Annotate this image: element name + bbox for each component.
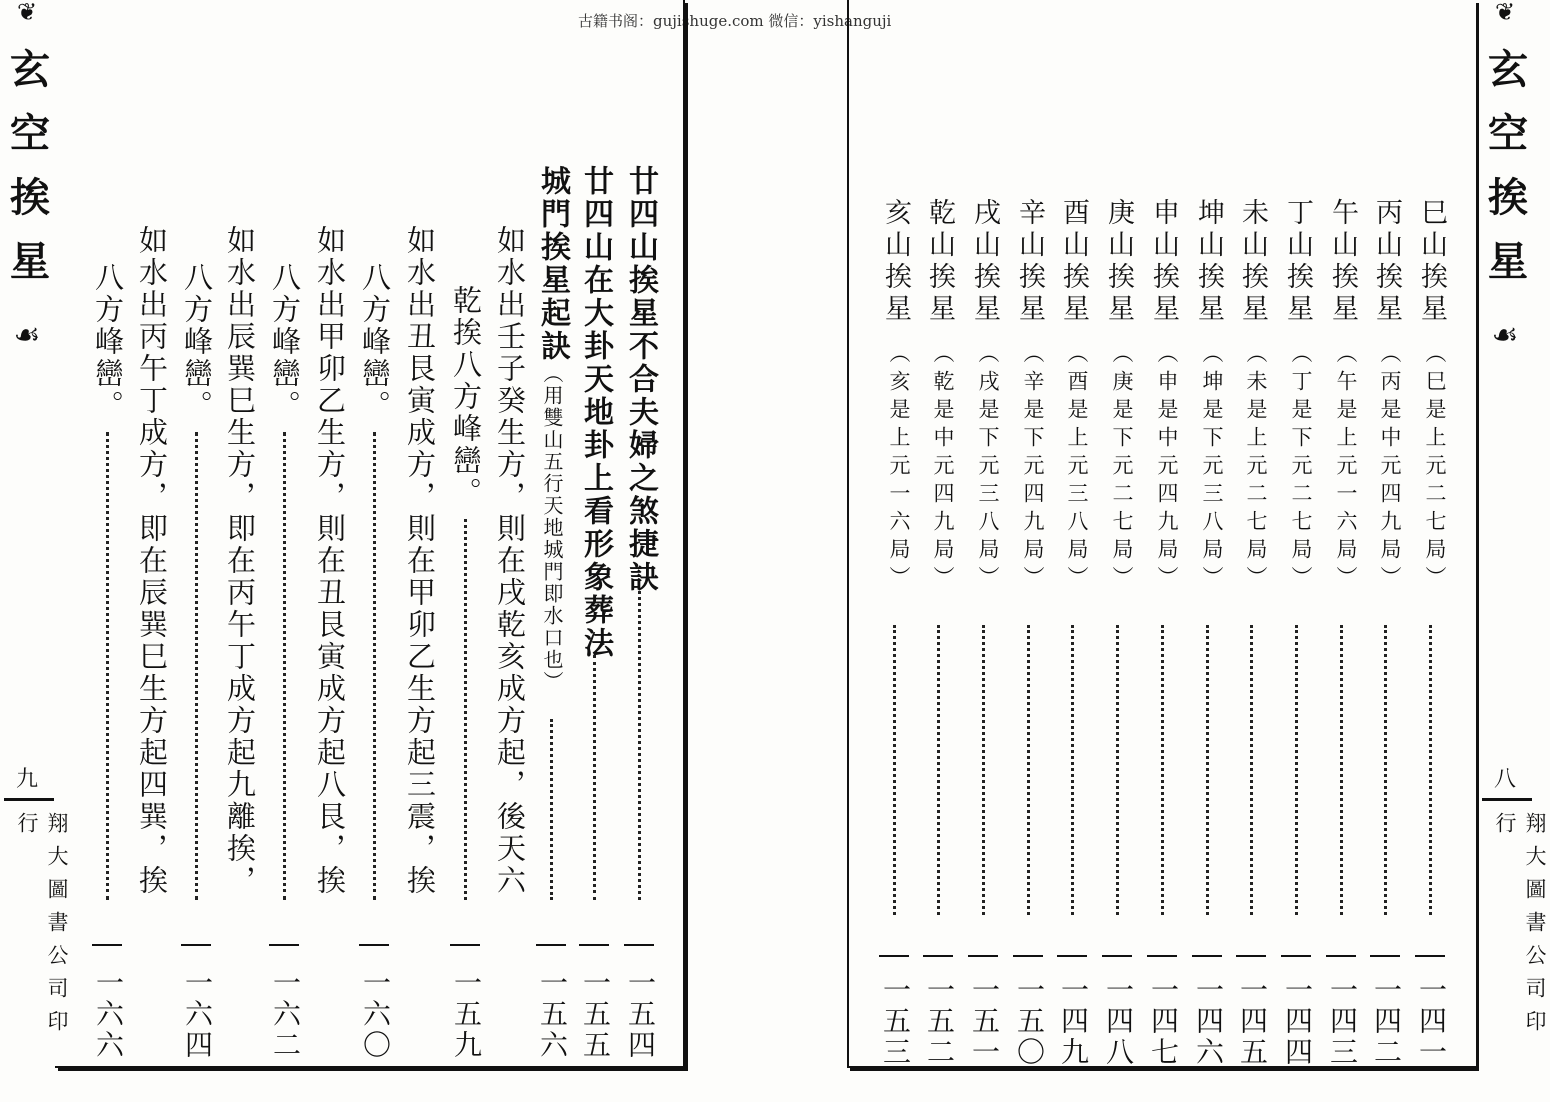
entry-subtitle: （丁是下元二七局） (1289, 342, 1313, 594)
entry-title: 八方峰巒。 (268, 262, 302, 422)
toc-entry (88, 0, 128, 1102)
page-ref: 一五〇 (1013, 975, 1046, 1068)
dot-leader (1027, 625, 1030, 915)
page-ref: 一五三 (879, 975, 912, 1068)
divider (1482, 798, 1532, 801)
page-ref: 一五九 (450, 968, 483, 1061)
entry-subtitle: （酉是上元三八局） (1065, 342, 1089, 594)
entry-title: 八方峰巒。 (91, 262, 125, 422)
toc-entry (1053, 0, 1093, 1102)
dot-leader (106, 432, 109, 900)
dot-leader (1116, 625, 1119, 915)
dot-leader (937, 625, 940, 915)
dot-leader (283, 432, 286, 900)
page-dash (1057, 955, 1087, 957)
toc-entry (1366, 0, 1406, 1102)
page-ref: 一五一 (968, 975, 1001, 1068)
entry-title: 申山挨星 (1148, 198, 1179, 326)
toc-entry (532, 0, 572, 1102)
toc-entry (1188, 0, 1228, 1102)
page-ref: 一四六 (1192, 975, 1225, 1068)
divider (4, 798, 54, 801)
toc-entry (1411, 0, 1451, 1102)
dot-leader (982, 625, 985, 915)
entry-title: 午山挨星 (1327, 198, 1358, 326)
page-dash (1013, 955, 1043, 957)
page-ref: 一六四 (181, 968, 214, 1061)
entry-title: 辛山挨星 (1014, 198, 1045, 326)
entry-title: 亥山挨星 (880, 198, 911, 326)
entry-subtitle: （巳是上元二七局） (1423, 342, 1447, 594)
toc-entry (265, 0, 305, 1102)
page-dash (181, 944, 211, 946)
entry-subtitle: （亥是上元一六局） (887, 342, 911, 594)
dot-leader (1161, 625, 1164, 915)
dot-leader (1429, 625, 1432, 915)
right-spine (1478, 0, 1547, 1068)
toc-entry (310, 0, 350, 1102)
page-ref: 一四一 (1415, 975, 1448, 1068)
toc-entry (1232, 0, 1272, 1102)
toc-entry (1322, 0, 1362, 1102)
entry-subtitle: （乾是中元四九局） (931, 342, 955, 594)
dot-leader (893, 625, 896, 915)
toc-entry (490, 0, 530, 1102)
page-dash (879, 955, 909, 957)
page-dash (968, 955, 998, 957)
page-dash (579, 944, 609, 946)
page-dash (1147, 955, 1177, 957)
page-dash (92, 944, 122, 946)
dot-leader (195, 432, 198, 900)
page-ref: 一四二 (1370, 975, 1403, 1068)
watermark-text: 古籍书阁：gujishuge.com 微信：yishanguji (578, 12, 892, 30)
page-ref: 一五四 (624, 968, 657, 1061)
page-dash (359, 944, 389, 946)
page-ref: 一四五 (1236, 975, 1269, 1068)
page-dash (1236, 955, 1266, 957)
entry-title: 丙山挨星 (1371, 198, 1402, 326)
dot-leader (1295, 625, 1298, 915)
entry-title: 廿四山在大卦天地卦上看形象葬法 (578, 165, 613, 660)
cloud-ornament-icon: ❦ (16, 0, 38, 26)
entry-title: 城門挨星起訣（用雙山五行天地城門即水口也） (535, 165, 570, 693)
toc-entry (400, 0, 440, 1102)
page-dash (624, 944, 654, 946)
toc-entry (132, 0, 172, 1102)
entry-title: 酉山挨星 (1058, 198, 1089, 326)
entry-title: 巳山挨星 (1416, 198, 1447, 326)
entry-title: 如水出丑艮寅成方，則在甲卯乙生方起三震，挨 (403, 225, 437, 897)
dot-leader (1071, 625, 1074, 915)
page-dash (1281, 955, 1311, 957)
cloud-ornament-icon: ☙ (13, 318, 41, 353)
toc-entry (446, 0, 486, 1102)
entry-title: 如水出辰巽巳生方，即在丙午丁成方起九離挨， (223, 225, 257, 897)
page-dash (450, 944, 480, 946)
cloud-ornament-icon: ☙ (1491, 318, 1519, 353)
page-ref: 一五五 (579, 968, 612, 1061)
page-dash (1192, 955, 1222, 957)
toc-entry (919, 0, 959, 1102)
entry-title: 丁山挨星 (1282, 198, 1313, 326)
entry-title: 廿四山挨星不合夫婦之煞捷訣 (623, 165, 658, 594)
entry-subtitle: （辛是下元四九局） (1021, 342, 1045, 594)
dot-leader (1384, 625, 1387, 915)
entry-title: 如水出壬子癸生方，則在戌乾亥成方起，後天六 (493, 225, 527, 897)
entry-title: 乾山挨星 (924, 198, 955, 326)
entry-subtitle: （丙是中元四九局） (1378, 342, 1402, 594)
cloud-ornament-icon: ❦ (1494, 0, 1516, 26)
entry-subtitle: （申是中元四九局） (1155, 342, 1179, 594)
toc-entry (220, 0, 260, 1102)
entry-title: 乾挨八方峰巒。 (449, 285, 483, 509)
page-dash (923, 955, 953, 957)
publisher-name: 翔大圖書公司印行 (15, 812, 69, 1043)
dot-leader (1206, 625, 1209, 915)
entry-title: 未山挨星 (1237, 198, 1268, 326)
toc-entry (1009, 0, 1049, 1102)
toc-entry (875, 0, 915, 1102)
dot-leader (373, 432, 376, 900)
toc-entry (575, 0, 615, 1102)
entry-note: （用雙山五行天地城門即水口也） (540, 363, 564, 693)
page-dash (269, 944, 299, 946)
toc-entry (177, 0, 217, 1102)
dot-leader (550, 719, 553, 900)
entry-title: 戌山挨星 (969, 198, 1000, 326)
toc-entry (1098, 0, 1138, 1102)
entry-title: 如水出丙午丁成方，即在辰巽巳生方起四巽，挨 (135, 225, 169, 897)
page-ref: 一四九 (1057, 975, 1090, 1068)
toc-entry (964, 0, 1004, 1102)
dot-leader (464, 519, 467, 900)
entry-title: 庚山挨星 (1103, 198, 1134, 326)
page-number: 九 (15, 767, 38, 792)
toc-entry (355, 0, 395, 1102)
page-ref: 一四三 (1326, 975, 1359, 1068)
entry-subtitle: （午是上元一六局） (1334, 342, 1358, 594)
page-ref: 一四四 (1281, 975, 1314, 1068)
page-ref: 一四七 (1147, 975, 1180, 1068)
dot-leader (1250, 625, 1253, 915)
dot-leader (1340, 625, 1343, 915)
dot-leader (638, 591, 641, 900)
toc-entry (1143, 0, 1183, 1102)
page-ref: 一六六 (92, 968, 125, 1061)
entry-title: 如水出甲卯乙生方，則在丑艮寅成方起八艮，挨 (313, 225, 347, 897)
publisher-name: 翔大圖書公司印行 (1493, 812, 1547, 1043)
spine-book-title: 玄空挨星 (3, 48, 51, 304)
page-dash (1326, 955, 1356, 957)
entry-title: 八方峰巒。 (358, 262, 392, 422)
page-ref: 一六〇 (359, 968, 392, 1061)
toc-entry (1277, 0, 1317, 1102)
entry-title: 坤山挨星 (1193, 198, 1224, 326)
page-ref: 一六二 (269, 968, 302, 1061)
page-dash (1102, 955, 1132, 957)
left-spine (0, 0, 69, 1068)
page-ref: 一四八 (1102, 975, 1135, 1068)
toc-entry (620, 0, 660, 1102)
page-ref: 一五二 (923, 975, 956, 1068)
dot-leader (593, 655, 596, 900)
spine-book-title: 玄空挨星 (1481, 48, 1529, 304)
page-number: 八 (1493, 767, 1516, 792)
page-dash (536, 944, 566, 946)
entry-title: 八方峰巒。 (180, 262, 214, 422)
page-dash (1370, 955, 1400, 957)
page-ref: 一五六 (536, 968, 569, 1061)
page-dash (1415, 955, 1445, 957)
entry-subtitle: （戌是下元三八局） (976, 342, 1000, 594)
entry-subtitle: （未是上元二七局） (1244, 342, 1268, 594)
entry-subtitle: （坤是下元三八局） (1200, 342, 1224, 594)
entry-subtitle: （庚是下元二七局） (1110, 342, 1134, 594)
